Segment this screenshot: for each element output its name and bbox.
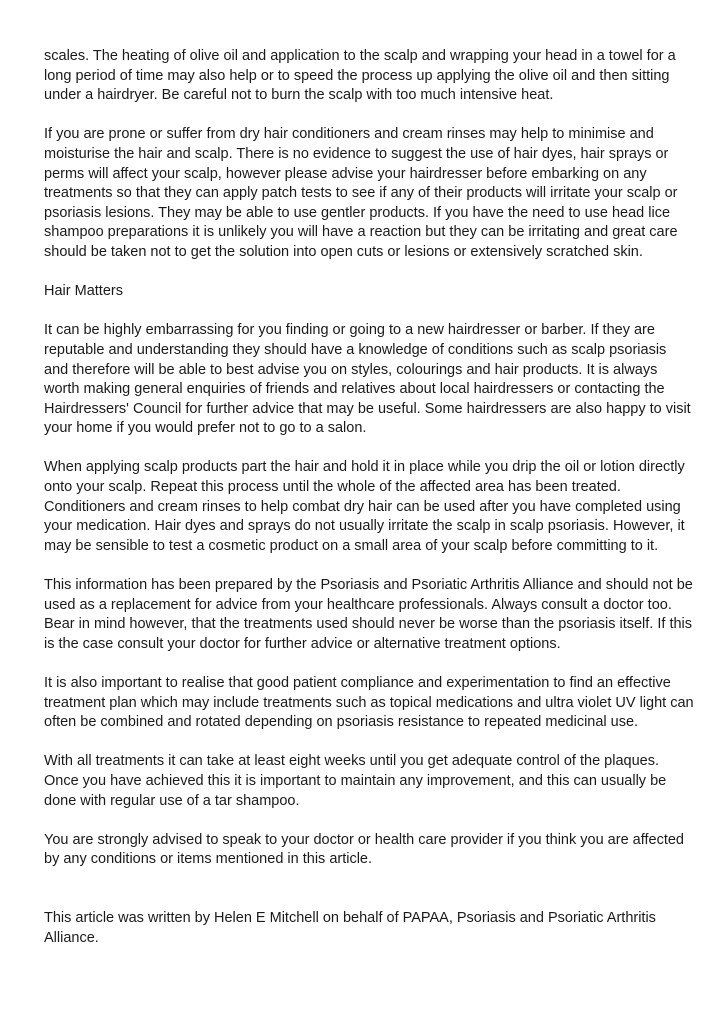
paragraph-dry-hair: If you are prone or suffer from dry hair conditioners and cream rinses may help to minimise and moisturise the hair and scalp. There is no evidence to suggest the use of hair dyes, hair sprays or perms will affect your scalp, however please advise your hairdresser before embarking on any treatments so that they can apply patch tests to see if any of their products will irritate your scalp or psoriasis lesions. They may be able to use gentler products. If you have the need to use head lice shampoo preparations it is unlikely you will have a reaction but they can be irritating and great care should be taken not to get the solution into open cuts or lesions or extensively scratched skin. (44, 126, 678, 260)
section-heading-hair-matters: Hair Matters (44, 283, 123, 300)
paragraph-advice: You are strongly advised to speak to your doctor or health care provider if you think you are affected by any conditions or items mentioned in this article. (44, 831, 684, 868)
paragraph-author-credit: This article was written by Helen E Mitchell on behalf of PAPAA, Psoriasis and Psoriatic Arthritis Alliance. (44, 910, 656, 946)
document-page (44, 47, 694, 968)
paragraph-disclaimer: This information has been prepared by the Psoriasis and Psoriatic Arthritis Alliance and should not be used as a replacement for advice from your healthcare professionals. Always consult a doctor too. Bear in mind however, that the treatments used should never be worse than the psoriasis itself. If this is the case consult your doctor for further advice or alternative treatment options. (44, 577, 693, 652)
paragraph-compliance: It is also important to realise that good patient compliance and experimentation to find an effective treatment plan which may include treatments such as topical medications and ultra violet UV light can often be combined and rotated depending on psoriasis resistance to repeated medicinal use. (44, 675, 694, 731)
paragraph-applying-products: When applying scalp products part the hair and hold it in place while you drip the oil or lotion directly onto your scalp. Repeat this process until the whole of the affected area has been treated. Conditioners and cream rinses to help combat dry hair can be used after you have completed using your medication. Hair dyes and sprays do not usually irritate the scalp in scalp psoriasis. However, it may be sensible to test a cosmetic product on a small area of your scalp before committing to it. (44, 459, 685, 554)
paragraph-olive-oil: scales. The heating of olive oil and application to the scalp and wrapping your head in a towel for a long period of time may also help or to speed the process up applying the olive oil and then sitting under a hairdryer. Be careful not to burn the scalp with too much intensive heat. (44, 48, 676, 104)
paragraph-treatment-duration: With all treatments it can take at least eight weeks until you get adequate control of the plaques. Once you have achieved this it is important to maintain any improvement, and this can usually be done with regular use of a tar shampoo. (44, 753, 667, 809)
paragraph-hairdresser: It can be highly embarrassing for you finding or going to a new hairdresser or barber. If they are reputable and understanding they should have a knowledge of conditions such as scalp psoriasis and therefore will be able to best advise you on styles, colourings and hair products. It is always worth making general enquiries of friends and relatives about local hairdressers or contacting the Hairdressers' Council for further advice that may be useful. Some hairdressers are also happy to visit your home if you would prefer not to go to a salon. (44, 322, 691, 437)
